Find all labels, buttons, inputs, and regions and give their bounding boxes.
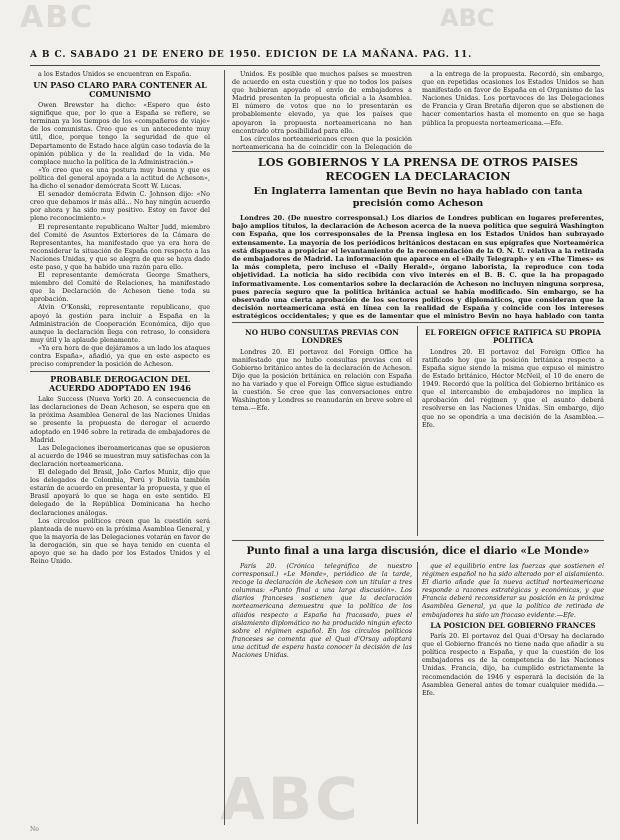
- col1-paragraph: «Yo creo que es una postura muy buena y que es política del general apoyada a la actitud de Acheson», ha dicho el senador demócrata Scott W. Lucas.: [30, 165, 210, 191]
- lede-paragraph: Londres 20. (De nuestro corresponsal.) Los diarios de Londres publican en lugares preferentes, bajo amplios títulos, la declaración de Acheson acerca de la nueva política que seguirá Washington con España, que los corresponsales de la Prensa inglesa en los Estados Unidos han subrayado extensamente. La mayoría de los periódicos británicos destacan en sus epígrafes que Norteamérica está dispuesta a propiciar el levantamiento de la recomendación de la O. N. U. relativa a la retirada de embajadores de Madrid. La información que aparece en el «Daily Telegraph» y en «The Times» es la más completa, pero incluso el «Daily Herald», órgano laborista, la reproduce con toda objetividad. La noticia ha sido recibida con vivo interés en el B. B. C. que la ha propagado informativamente. Los comentarios sobre la declaración de Acheson no incluyen ninguna sorpresa, pues parecía seguro que la política británica actual se había modificado. Sin embargo, se ha observado una cierta aprobación de los sectores políticos y diplomáticos, que consideran que la decisión norteamericana está en línea con la realidad de España y coincide con los intereses estratégicos occidentales; y que es de lamentar que el ministro Bevin no haya hablado con tanta: [232, 214, 604, 320]
- col1-paragraph: Las Delegaciones iberoamericanas que se opusieron al acuerdo de 1946 se muestran muy satisfechas con la declaración norteamericana.: [30, 443, 210, 468]
- col2-paragraph: Unidos. Es posible que muchos países se muestren de acuerdo en esta cuestión y que no todos los países que hubieran apoyado el envío de embajadores a Madrid presenten la propuesta oficial a la Asamblea. El número de votos que no lo presentarán es probablemente elevado, ya que los países que apoyaron la propuesta norteamericana no han encontrado otra posibilidad para ello.: [232, 70, 412, 135]
- main-headline: LOS GOBIERNOS Y LA PRENSA DE OTROS PAISES RECOGEN LA DECLARACION: [257, 155, 579, 183]
- col1-paragraph: Owen Brewster ha dicho: «Espero que ésto signifique que, por lo que a España se refiere, se terminan ya los tiempos de los «compañeros de viaje» de los comunistas. Creo que es un antecedente muy útil, dice, porque tengo la seguridad de que el Departamento de Estado hace algún caso todavía de la opinión pública y de la realidad de la vida. Me complace mucho la política de la Administración.»: [30, 101, 210, 166]
- abc-watermark-bottom: ABC: [220, 765, 361, 833]
- le-monde-continued: que el equilibrio entre las fuerzas que sostienen el régimen español no ha sido alterado por el aislamiento. El diario añade que la nueva actitud norteamericana responde a razones estratégicas y económicas, y que Francia deberá reconsiderar su posición en la próxima Asamblea General, ya que la política de retirada de embajadores ha sido un fracaso evidente.—Efe.: [422, 562, 604, 619]
- headline-gobierno-frances: LA POSICION DEL GOBIERNO FRANCES: [430, 620, 596, 630]
- abc-watermark-top-right: ABC: [440, 4, 495, 32]
- section-rule: [30, 371, 210, 372]
- column-foreign-office: [422, 326, 604, 536]
- col1-paragraph: El delegado del Brasil, João Carlos Muniz, dijo que los delegados de Colombia, Perú y Bolivia también estarán de acuerdo en presentar la propuesta, y que el Brasil apoyará lo que se haga en este sentido. El delegado de la República Dominicana ha hecho declaraciones análogas.: [30, 468, 210, 517]
- column-separator: [417, 326, 418, 536]
- le-monde-headline: Punto final a una larga discusión, dice el diario «Le Monde»: [246, 545, 590, 557]
- section-rule: [232, 322, 604, 323]
- column-separator: [224, 70, 225, 825]
- header-rule: [30, 65, 600, 66]
- headline-no-hubo: NO HUBO CONSULTAS PREVIAS CON LONDRES: [245, 328, 399, 346]
- column-no-hubo: [232, 326, 412, 536]
- col2-paragraph: Los círculos norteamericanos creen que la posición norteamericana ha de coincidir con la Delegación de: [232, 134, 412, 150]
- col1-paragraph: El representante demócrata George Smathers, miembro del Comité de Relaciones, ha manifestado que la Declaración de Acheson tiene toda su aprobación.: [30, 271, 210, 304]
- abc-watermark-top-left: ABC: [20, 0, 95, 35]
- column-right-top: [422, 70, 604, 150]
- foreign-office-paragraph: Londres 20. El portavoz del Foreign Office ha ratificado hoy que la posición británica respecto a España sigue siendo la misma que expuso el ministro de Estado británico, Héctor McNeil, el 10 de enero de 1949. Recordó que la política del Gobierno británico es que el intercambio de embajadores no implica la aprobación del régimen y que el asunto deberá resolverse en las Naciones Unidas. Sin embargo, dijo que no se opondría a una decisión de la Asamblea.—Efe.: [422, 347, 604, 429]
- column-left: [30, 70, 210, 825]
- headline-foreign-office: EL FOREIGN OFFICE RATIFICA SU PROPIA POLITICA: [424, 328, 602, 346]
- le-monde-paragraph: París 20. (Crónica telegráfica de nuestro corresponsal.) «Le Monde», periódico de la tarde, recoge la declaración de Acheson con un titular a tres columnas: «Punto final a una larga discusión». Los diarios franceses sostienen que la declaración norteamericana demuestra que la política de los aliados respecto a España ha fracasado, pues el aislamiento diplomático no ha producido ningún efecto sobre el régimen español. En los círculos políticos franceses se comenta que el Quai d'Orsay adoptará una actitud de espera hasta conocer la decisión de las Naciones Unidas.: [232, 562, 412, 660]
- main-lede: [232, 214, 604, 320]
- col1-paragraph: Los circulos políticos creen que la cuestión será planteada de nuevo en la próxima Asamblea General, y que la mayoría de las Delegaciones votarán en favor de la derogación, sin que se haya tenido en cuenta el apoyo que se ha dado por los Estados Unidos y el Reino Unido.: [30, 516, 210, 566]
- gobierno-frances-paragraph: París 20. El portavoz del Quai d'Orsay ha declarado que el Gobierno francés no tiene nada que añadir a su política respecto a España, y que la cuestión de los embajadores es de la competencia de las Naciones Unidas. Francia, dijo, ha cumplido estrictamente la recomendación de 1946 y esperará la decisión de la Asamblea General antes de tomar cualquier medida.—Efe.: [422, 632, 604, 697]
- column-gobierno-frances: [422, 562, 604, 824]
- col1-paragraph: Lake Success (Nueva York) 20. A consecuencia de las declaraciones de Dean Acheson, se espera que en la próxima Asamblea General de las Naciones Unidas se presente la propuesta de derogar el acuerdo adoptado en 1946 sobre la retirada de embajadores de Madrid.: [30, 395, 210, 444]
- col1-intro: a los Estados Unidos se encuentran en España.: [38, 70, 192, 78]
- headline-derogacion: PROBABLE DEROGACION DEL ACUERDO ADOPTADO EN 1946: [49, 374, 191, 394]
- main-subhead: En Inglaterra lamentan que Bevin no haya hablado con tanta precisión como Acheson: [253, 186, 583, 209]
- section-rule: [232, 540, 604, 541]
- column-separator: [417, 562, 418, 824]
- col1-paragraph: Alvin O'Konski, representante republicano, que apoyó la gestión para incluir a España en la Administración de Cooperación Económica, dijo que aunque la declaración llega con retraso, lo considera muy útil y la aplaude plenamente.: [30, 303, 210, 344]
- col1-paragraph: «Ya era hora de que dejáramos a un lado los ataques contra España», añadió, ya que en este aspecto es preciso comprender la posición de Acheson.: [30, 343, 210, 369]
- page-mark: No: [30, 826, 39, 833]
- column-le-monde: [232, 562, 412, 824]
- col1-paragraph: El senador demócrata Edwin C. Johnson dijo: «No creo que debamos ir más allá... No hay ningún acuerdo por ahora y ha sido muy positivo. Estoy en favor del pleno reconocimiento.»: [30, 190, 210, 223]
- running-head: A B C. SABADO 21 DE ENERO DE 1950. EDICION DE LA MAÑANA. PAG. 11.: [30, 50, 473, 60]
- headline-rule: [232, 151, 604, 152]
- col1-paragraph: El representante republicano Walter Judd, miembro del Comité de Asuntos Exteriores de la Cámara de Representantes, ha manifestado que ya era hora de reconsiderar la situación de España con respecto a las Naciones Unidas, y que se alegra de que se haya dado este paso, y que ha habido una razón para ello.: [30, 222, 210, 271]
- no-hubo-paragraph: Londres 20. El portavoz del Foreign Office ha manifestado que no hubo consultas previas con el Gobierno británico antes de la declaración de Acheson. Dijo que la posición británica en relación con España no ha variado y que el Foreign Office sigue estudiando la cuestión. Se cree que las conversaciones entre Washington y Londres se reanudarán en breve sobre el tema.—Efe.: [232, 347, 412, 413]
- column-mid-top: [232, 70, 412, 150]
- col3-paragraph: a la entrega de la propuesta. Recordó, sin embargo, que en repetidas ocasiones los Estados Unidos se han manifestado en favor de España en el Organismo de las Naciones Unidas. Los portavoces de las Delegaciones de Francia y Gran Bretaña dijeron que se abstienen de hacer comentarios hasta el momento en que se haga pública la propuesta norteamericana.—Efe.: [422, 70, 604, 127]
- headline-paso-claro: UN PASO CLARO PARA CONTENER AL COMUNISMO: [33, 80, 207, 100]
